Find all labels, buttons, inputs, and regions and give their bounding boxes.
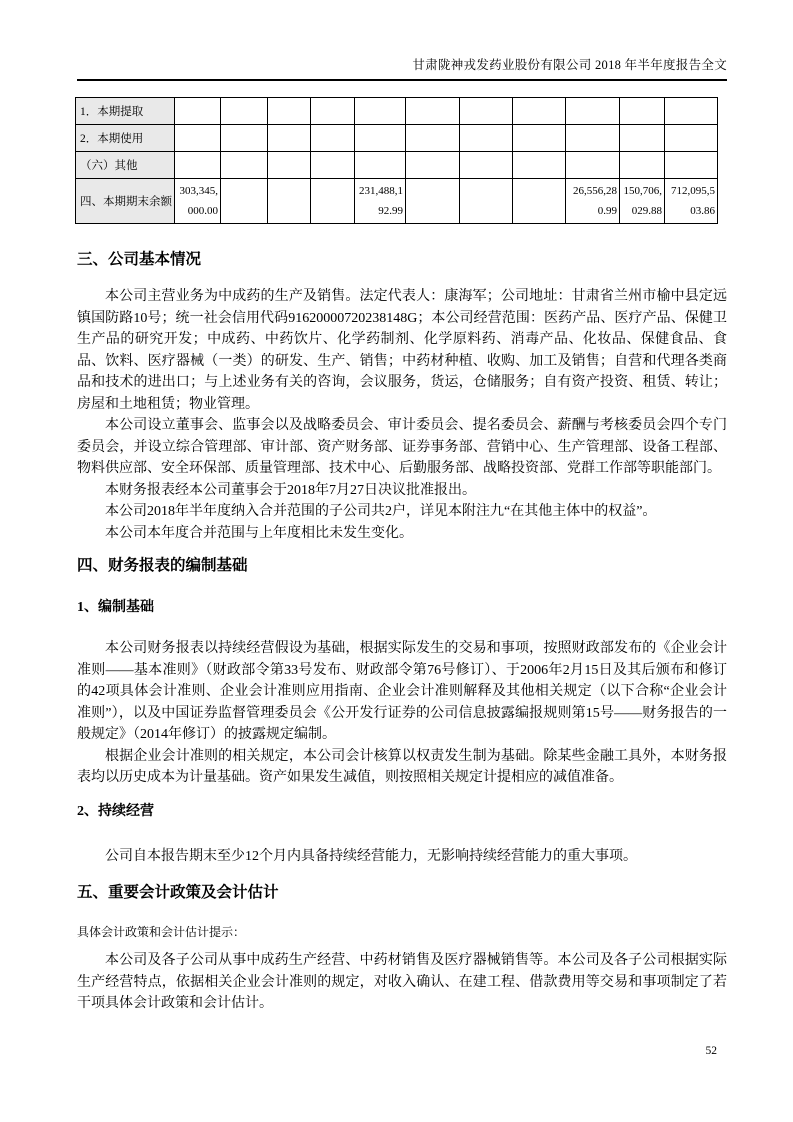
table-cell <box>175 125 221 152</box>
table-cell <box>268 179 311 224</box>
table-row-current-withdrawal <box>76 98 718 125</box>
table-cell <box>406 152 460 179</box>
table-cell <box>460 98 513 125</box>
table-cell <box>620 125 665 152</box>
table-cell <box>311 98 355 125</box>
section-title-accounting-policies: 五、重要会计政策及会计估计 <box>77 884 279 901</box>
table-cell <box>355 98 406 125</box>
row-label: 1．本期提取 <box>76 98 175 125</box>
table-cell <box>175 98 221 125</box>
table-cell <box>406 125 460 152</box>
table-cell <box>311 179 355 224</box>
row-label: 2．本期使用 <box>76 125 175 152</box>
note-policy-hint: 具体会计政策和会计估计提示： <box>77 925 246 939</box>
table-row-current-usage <box>76 125 718 152</box>
table-cell: 150,706,029.88 <box>620 179 665 224</box>
table-cell <box>268 98 311 125</box>
paragraph-report-approval: 本财务报表经本公司董事会于2018年7月27日决议批准报出。 <box>105 482 476 498</box>
table-cell <box>620 98 665 125</box>
table-cell <box>221 98 268 125</box>
paragraph-scope-change: 本公司本年度合并范围与上年度相比未发生变化。 <box>105 525 413 541</box>
table-cell <box>355 152 406 179</box>
section-title-preparation-basis: 四、财务报表的编制基础 <box>77 557 248 574</box>
table-cell <box>566 98 620 125</box>
table-cell <box>175 152 221 179</box>
table-cell <box>268 152 311 179</box>
table-cell: 231,488,192.99 <box>355 179 406 224</box>
subsection-title-basis: 1、编制基础 <box>77 600 154 615</box>
table-cell: 26,556,280.99 <box>566 179 620 224</box>
table-cell <box>406 98 460 125</box>
row-label: （六）其他 <box>76 152 175 179</box>
table-cell <box>566 152 620 179</box>
table-cell <box>355 125 406 152</box>
subsection-title-going-concern: 2、持续经营 <box>77 803 154 819</box>
table-row-other <box>76 152 718 179</box>
table-cell <box>268 125 311 152</box>
table-cell: 303,345,000.00 <box>175 179 221 224</box>
table-cell: 712,095,503.86 <box>665 179 718 224</box>
section-title-company-profile: 三、公司基本情况 <box>77 251 202 268</box>
table-cell <box>406 179 460 224</box>
report-header-title: 甘肃陇神戎发药业股份有限公司 2018 年半年度报告全文 <box>412 58 727 72</box>
table-cell <box>665 125 718 152</box>
page-number: 52 <box>705 1045 717 1057</box>
table-cell <box>221 152 268 179</box>
paragraph-main-business: 本公司主营业务为中成药的生产及销售。法定代表人：康海军；公司地址：甘肃省兰州市榆中县定远镇国防路10号；统一社会信用代码91620000720238148G；本公司经营范围：医药产品、医疗产品、保健卫生产品的研究开发；中成药、中药饮片、化学药制剂、化学原料药、消毒产品、化妆品、保健食品、食品、饮料、医疗器械（一类）的研发、生产、销售；中药材种植、收购、加工及销售；自营和代理各类商品和技术的进出口；与上述业务有关的咨询，会议服务，货运，仓储服务；自有资产投资、租赁、转让；房屋和土地租赁；物业管理。 <box>77 289 727 412</box>
table-cell <box>460 179 513 224</box>
table-cell <box>460 125 513 152</box>
table-cell <box>665 98 718 125</box>
table-cell <box>311 125 355 152</box>
table-cell <box>460 152 513 179</box>
table-cell <box>513 125 566 152</box>
table-cell <box>620 152 665 179</box>
table-cell <box>513 98 566 125</box>
table-cell <box>665 152 718 179</box>
row-label: 四、本期期末余额 <box>76 179 175 224</box>
section-company-profile-body <box>77 286 727 544</box>
table-cell <box>513 179 566 224</box>
paragraph-basis-standards: 本公司财务报表以持续经营假设为基础，根据实际发生的交易和事项，按照财政部发布的《企业会计准则——基本准则》（财政部令第33号发布、财政部令第76号修订）、于2006年2月15日及其后颁布和修订的42项具体会计准则、企业会计准则应用指南、企业会计准则解释及其他相关规定（以下合称“企业会计准则”），以及中国证券监督管理委员会《公开发行证券的公司信息披露编报规则第15号——财务报告的一般规定》（2014年修订）的披露规定编制。 <box>77 641 727 742</box>
table-cell <box>221 125 268 152</box>
table-cell <box>513 152 566 179</box>
table-row-period-end-balance <box>76 179 718 224</box>
table-cell <box>221 179 268 224</box>
table-cell <box>566 125 620 152</box>
table-cell <box>311 152 355 179</box>
paragraph-consolidation-scope: 本公司2018年半年度纳入合并范围的子公司共2户，详见本附注九“在其他主体中的权益”。 <box>105 504 657 519</box>
paragraph-governance-structure: 本公司设立董事会、监事会以及战略委员会、审计委员会、提名委员会、薪酬与考核委员会四个专门委员会，并设立综合管理部、审计部、资产财务部、证券事务部、营销中心、生产管理部、设备工程部、物料供应部、安全环保部、质量管理部、技术中心、后勤服务部、战略投资部、党群工作部等职能部门。 <box>77 418 727 476</box>
paragraph-accrual-basis: 根据企业会计准则的相关规定，本公司会计核算以权责发生制为基础。除某些金融工具外，本财务报表均以历史成本为计量基础。资产如果发生减值，则按照相关规定计提相应的减值准备。 <box>77 748 727 785</box>
paragraph-policy-detail: 本公司及各子公司从事中成药生产经营、中药材销售及医疗器械销售等。本公司及各子公司根据实际生产经营特点，依据相关企业会计准则的规定，对收入确认、在建工程、借款费用等交易和事项制定了若干项具体会计政策和会计估计。 <box>77 953 727 1011</box>
reserve-balance-table <box>75 97 718 224</box>
paragraph-going-concern: 公司自本报告期末至少12个月内具备持续经营能力，无影响持续经营能力的重大事项。 <box>105 848 637 864</box>
page-header <box>77 58 727 81</box>
